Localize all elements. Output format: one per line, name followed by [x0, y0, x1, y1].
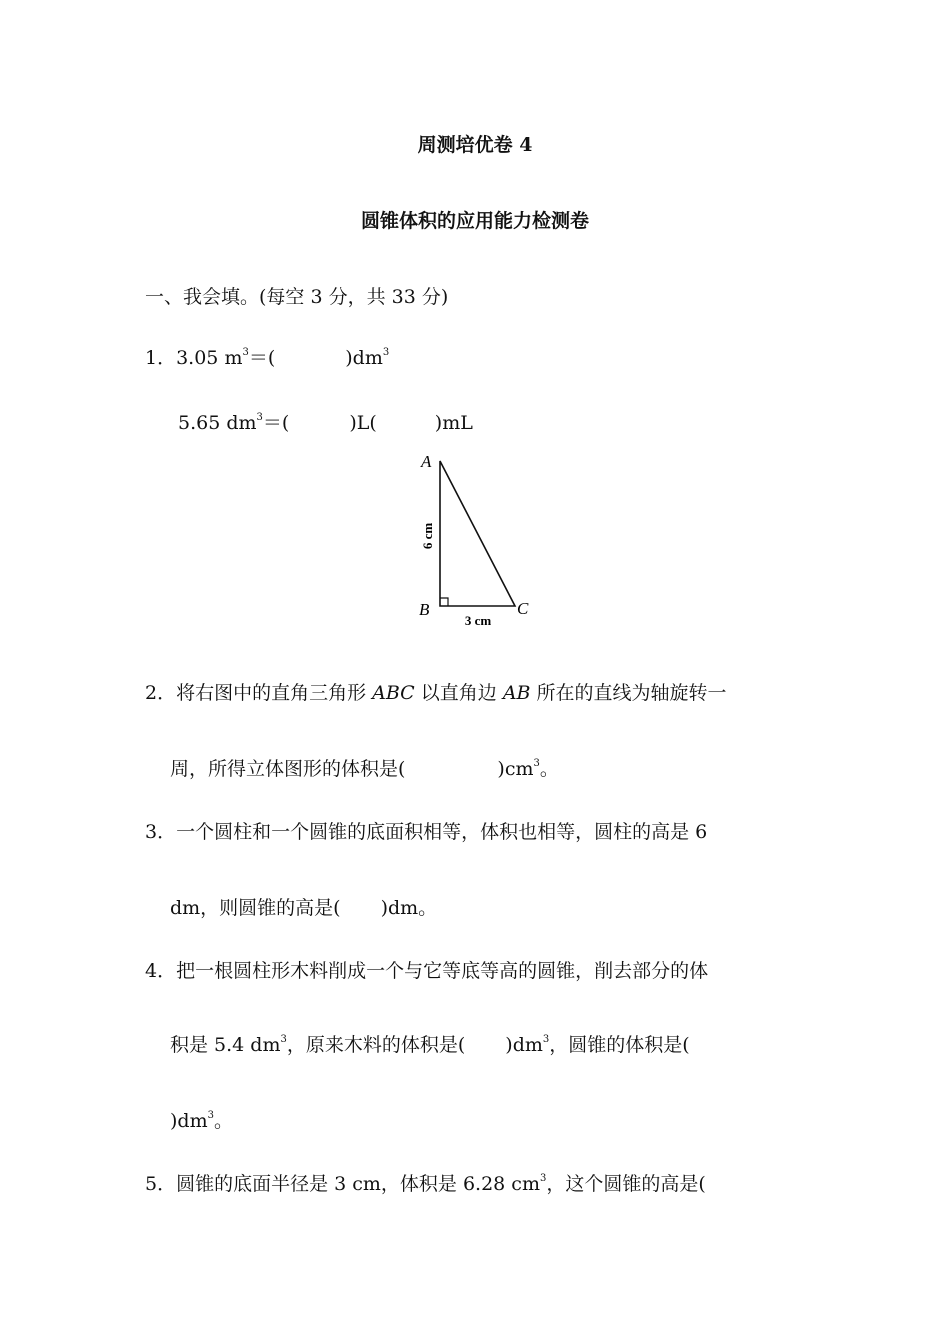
superscript: 3: [382, 347, 390, 358]
q2-ab: AB: [502, 682, 531, 704]
vertex-label-a: A: [421, 452, 432, 471]
q1-a-unit: )dm: [345, 347, 383, 369]
vertex-label-c: C: [517, 599, 529, 618]
q4-line3-a: )dm: [170, 1110, 208, 1132]
superscript: 3: [539, 1173, 547, 1184]
side-label-bc: 3 cm: [464, 613, 492, 628]
q5-text-2: ，这个圆锥的高是(: [546, 1173, 706, 1195]
question-number: 1．: [145, 347, 177, 369]
question-2-line-1: [145, 678, 727, 705]
question-4-line-3: [170, 1106, 233, 1133]
question-4-line-2: [170, 1030, 690, 1057]
q1-a-eq: ＝(: [248, 347, 276, 369]
q4-line2-b: ，原来木料的体积是(: [286, 1034, 466, 1056]
q2-abc: ABC: [372, 682, 415, 704]
q1-b-value: 5.65 dm: [178, 412, 257, 434]
q4-line2-c: )dm: [505, 1034, 543, 1056]
q4-line2-a: 积是 5.4 dm: [170, 1034, 281, 1056]
q2-text-2: 以直角边: [414, 682, 503, 704]
superscript: 3: [533, 758, 540, 769]
superscript: 3: [207, 1110, 214, 1121]
question-1-line-1: [145, 343, 389, 370]
q1-b-mid: )L(: [349, 412, 377, 434]
question-1-line-2: [178, 408, 473, 435]
q2-line2-a: 周，所得立体图形的体积是(: [170, 758, 406, 780]
side-label-ab: 6 cm: [420, 522, 435, 550]
right-angle-marker: [440, 598, 448, 606]
question-number: 3．: [145, 821, 177, 843]
question-number: 2．: [145, 682, 177, 704]
q1-a-value: 3.05 m: [176, 347, 243, 369]
superscript: 3: [280, 1034, 287, 1045]
q2-line2-end: 。: [539, 758, 559, 780]
question-number: 5．: [145, 1173, 177, 1195]
page-subtitle: 圆锥体积的应用能力检测卷: [360, 210, 589, 232]
question-2-line-2: [170, 754, 559, 781]
q3-line2-a: dm，则圆锥的高是(: [170, 897, 341, 919]
q3-text-1: 一个圆柱和一个圆锥的底面积相等，体积也相等，圆柱的高是 6: [176, 821, 708, 843]
section-heading: 一、我会填。(每空 3 分，共 33 分): [145, 286, 449, 308]
question-3-line-2: [170, 893, 437, 920]
q5-text-1: 圆锥的底面半径是 3 cm，体积是 6.28 cm: [176, 1173, 540, 1195]
superscript: 3: [256, 412, 263, 423]
page-title: 周测培优卷 4: [417, 134, 533, 156]
q1-b-end: )mL: [434, 412, 473, 434]
vertex-label-b: B: [419, 600, 430, 619]
superscript: 3: [242, 347, 249, 358]
question-4-line-1: [145, 956, 708, 983]
q2-line2-b: )cm: [497, 758, 534, 780]
q3-line2-b: )dm。: [380, 897, 438, 919]
q2-text-1: 将右图中的直角三角形: [176, 682, 373, 704]
question-5-line-1: [145, 1169, 706, 1196]
superscript: 3: [542, 1034, 550, 1045]
q4-line2-d: ，圆锥的体积是(: [549, 1034, 690, 1056]
q4-line3-b: 。: [213, 1110, 233, 1132]
q2-text-3: 所在的直线为轴旋转一: [530, 682, 727, 704]
question-3-line-1: [145, 817, 707, 844]
triangle-abc: [440, 461, 515, 606]
triangle-figure: [410, 448, 560, 633]
q1-b-eq: ＝(: [262, 412, 290, 434]
q4-text-1: 把一根圆柱形木料削成一个与它等底等高的圆锥，削去部分的体: [176, 960, 709, 982]
question-number: 4．: [145, 960, 177, 982]
